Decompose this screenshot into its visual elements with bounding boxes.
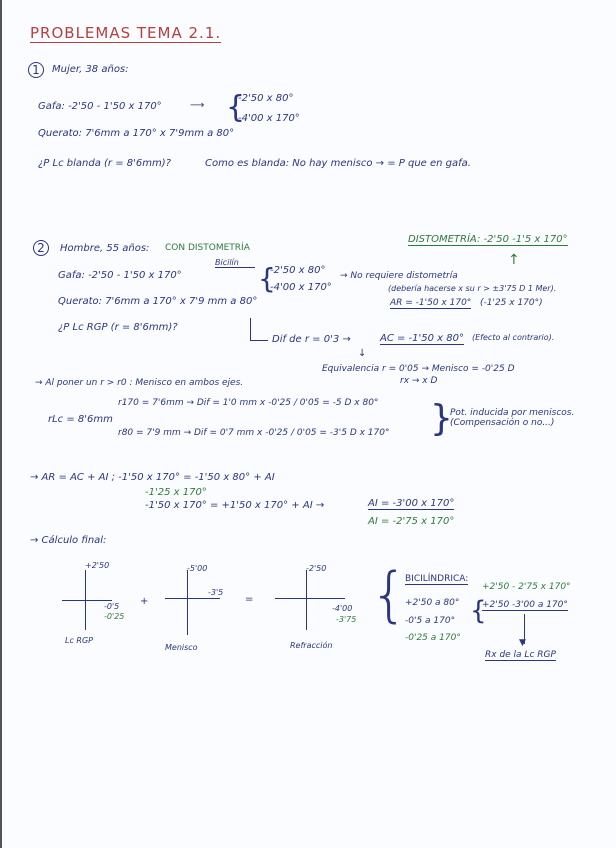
p2-ar-green: (-1'25 x 170°): [480, 298, 543, 308]
p2-ac-note: (Efecto al contrario).: [472, 333, 555, 342]
p1-answer: Como es blanda: No hay menisco → = P que en gafa.: [205, 158, 471, 169]
cross-label: Lc RGP: [65, 636, 93, 645]
cross-top: +2'50: [85, 561, 110, 570]
connector: [250, 340, 268, 341]
p2-gafa: Gafa: -2'50 - 1'50 x 170°: [58, 270, 182, 281]
p2-r170: r170 = 7'6mm → Dif = 1'0 mm x -0'25 / 0'05 = -5 D x 80°: [118, 398, 379, 408]
arrow: ⟶: [190, 100, 205, 111]
arrow-head: ▼: [519, 638, 526, 648]
cross-right-green: -3'75: [336, 615, 357, 624]
p2-distometria: DISTOMETRÍA: -2'50 -1'5 x 170°: [408, 234, 568, 245]
p2-ai-green: AI = -2'75 x 170°: [368, 516, 455, 527]
p2-green-125: -1'25 x 170°: [145, 487, 207, 498]
connector: [250, 318, 251, 340]
p2-equiv: Equivalencia r = 0'05 → Menisco = -0'25 D: [322, 364, 515, 374]
p2-gafa-b: -4'00 x 170°: [270, 282, 332, 293]
cross-right: -0'5: [104, 602, 120, 611]
cross-h: [62, 600, 112, 601]
brace: {: [370, 560, 409, 630]
p2-no-requiere: → No requiere distometría: [340, 271, 458, 281]
p2-pot: Pot. inducida por meniscos. (Compensación o no...): [450, 408, 575, 428]
p2-ai: AI = -3'00 x 170°: [368, 498, 455, 509]
p1-question: ¿P Lc blanda (r = 8'6mm)?: [38, 158, 171, 169]
cross-right-green: -0'25: [104, 612, 125, 621]
bicil-l3: -0'25 a 170°: [405, 633, 461, 643]
arrow-down: ↓: [358, 348, 367, 359]
p1-gafa-a: -2'50 x 80°: [238, 93, 294, 104]
p2-rx: rx → x D: [400, 376, 438, 386]
cross-v: [85, 570, 86, 630]
p2-header-green: CON DISTOMETRÍA: [165, 243, 250, 253]
p2-al-poner: → Al poner un r > r0 : Menisco en ambos ejes.: [35, 378, 244, 388]
p1-gafa-b: -4'00 x 170°: [238, 113, 300, 124]
p1-gafa: Gafa: -2'50 - 1'50 x 170°: [38, 101, 162, 112]
p1-header: Mujer, 38 años:: [52, 64, 129, 75]
p1-querato: Querato: 7'6mm a 170° x 7'9mm a 80°: [38, 128, 235, 139]
cross-h: [275, 598, 345, 599]
problem-2-number: 2: [33, 240, 49, 256]
page-title: PROBLEMAS TEMA 2.1.: [30, 24, 222, 42]
problem-1-number: 1: [28, 62, 44, 78]
cross-v: [306, 570, 307, 630]
brace-right: }: [430, 398, 453, 439]
p2-gafa-a: -2'50 x 80°: [270, 265, 326, 276]
p2-deberia: (debería hacerse x su r > ±3'75 D 1 Mer).: [388, 284, 557, 293]
p2-ac: AC = -1'50 x 80°: [380, 333, 465, 344]
p2-dif: Dif de r = 0'3 →: [272, 334, 351, 345]
cross-top: -5'00: [187, 564, 208, 573]
brace: {: [470, 596, 487, 626]
cross-label: Refracción: [290, 641, 333, 650]
cross-label: Menisco: [165, 643, 198, 652]
brace: {: [258, 262, 276, 295]
p2-calculo: → Cálculo final:: [30, 535, 107, 546]
p2-ar: AR = -1'50 x 170°: [390, 298, 472, 308]
equals-sign: =: [245, 594, 254, 605]
bicil-result: +2'50 -3'00 a 170°: [482, 600, 568, 610]
p2-querato: Querato: 7'6mm a 170° x 7'9 mm a 80°: [58, 296, 258, 307]
bicil-green: +2'50 - 2'75 x 170°: [482, 582, 571, 592]
p2-bicilin: Bicilín: [215, 258, 255, 268]
cross-v: [187, 570, 188, 635]
p2-header: Hombre, 55 años:: [60, 243, 150, 254]
p2-question: ¿P Lc RGP (r = 8'6mm)?: [58, 322, 178, 333]
bicil-l1: +2'50 a 80°: [405, 598, 460, 608]
arrow-up: ↑: [508, 252, 520, 268]
p2-rlc: rLc = 8'6mm: [48, 414, 113, 425]
p2-ar-eq: → AR = AC + AI ; -1'50 x 170° = -1'50 x 80° + AI: [30, 472, 275, 483]
bicil-rx: Rx de la Lc RGP: [485, 650, 556, 660]
bicil-title: BICILÍNDRICA:: [405, 574, 469, 584]
cross-right: -4'00: [332, 604, 353, 613]
cross-right: -3'5: [208, 588, 224, 597]
p2-ar-eq2: -1'50 x 170° = +1'50 x 170° + AI →: [145, 500, 325, 511]
p2-r80: r80 = 7'9 mm → Dif = 0'7 mm x -0'25 / 0'05 = -3'5 D x 170°: [118, 428, 390, 438]
bicil-l2: -0'5 a 170°: [405, 616, 456, 626]
cross-h: [165, 598, 220, 599]
brace: {: [226, 90, 246, 125]
plus-sign: +: [140, 596, 149, 607]
cross-top: -2'50: [306, 564, 327, 573]
